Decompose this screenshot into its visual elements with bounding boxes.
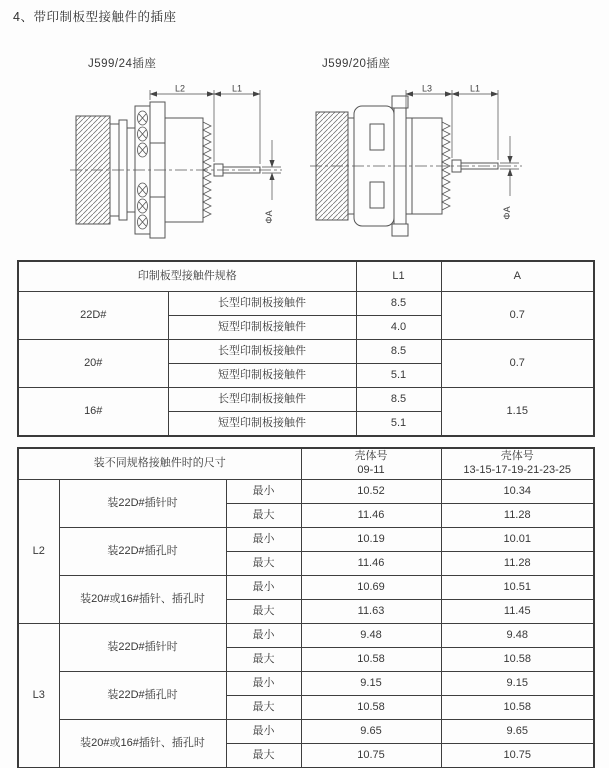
t2-max-label: 最大 [226, 552, 301, 576]
t1-size-20: 20# [18, 340, 168, 388]
table-row [18, 720, 594, 744]
shell-label: 壳体号 [354, 450, 388, 463]
t1-a-value: 0.7 [441, 340, 594, 388]
t2-config: 装20#或16#插针、插孔时 [59, 720, 226, 768]
t2-value: 10.69 [301, 576, 441, 600]
tab-bottom [392, 224, 408, 236]
t2-min-label: 最小 [226, 480, 301, 504]
t2-config: 装22D#插孔时 [59, 672, 226, 720]
knurled-nut [316, 112, 348, 220]
t2-config: 装20#或16#插针、插孔时 [59, 576, 226, 624]
knurled-nut [76, 116, 110, 224]
dimension-table [17, 447, 595, 768]
t1-l1-value: 5.1 [356, 412, 441, 437]
t2-min-label: 最小 [226, 720, 301, 744]
table-row [18, 388, 594, 412]
page-title: 4、带印制板型接触件的插座 [13, 10, 177, 24]
connector-drawing-j599-24 [68, 84, 300, 246]
t2-value: 11.28 [441, 552, 594, 576]
table-row [18, 292, 594, 316]
t2-value: 10.58 [301, 648, 441, 672]
bayonet-slot-top [370, 124, 384, 150]
figure-j599-20 [308, 84, 540, 246]
t2-value: 10.75 [301, 744, 441, 768]
t1-type: 短型印制板接触件 [168, 316, 356, 340]
t1-size-22d: 22D# [18, 292, 168, 340]
table-row [18, 672, 594, 696]
t2-value: 11.45 [441, 600, 594, 624]
t1-a-value: 0.7 [441, 292, 594, 340]
t2-header-title: 装不同规格接触件时的尺寸 [18, 448, 301, 480]
shell-label: 壳体号 [500, 450, 534, 463]
t1-size-16: 16# [18, 388, 168, 437]
dim-label-l1: L1 [231, 84, 243, 94]
figure-j599-24 [68, 84, 300, 246]
t2-value: 11.63 [301, 600, 441, 624]
t1-header-spec: 印制板型接触件规格 [18, 261, 356, 292]
t1-a-value: 1.15 [441, 388, 594, 437]
dim-label-dia: ΦA [502, 206, 512, 220]
t1-type: 长型印制板接触件 [168, 340, 356, 364]
t2-max-label: 最大 [226, 648, 301, 672]
table-row [18, 576, 594, 600]
connector-drawing-j599-20 [308, 84, 540, 246]
t2-header-shell2 [441, 448, 594, 480]
t2-value: 10.58 [441, 648, 594, 672]
dim-label-dia: ΦA [264, 210, 274, 224]
t2-min-label: 最小 [226, 672, 301, 696]
t2-value: 10.58 [441, 696, 594, 720]
t2-value: 10.58 [301, 696, 441, 720]
t2-max-label: 最大 [226, 600, 301, 624]
shell1-range: 09-11 [357, 464, 385, 476]
t2-value: 9.15 [301, 672, 441, 696]
contact-spec-table [17, 260, 595, 437]
t2-value: 10.01 [441, 528, 594, 552]
t2-value: 9.15 [441, 672, 594, 696]
t2-value: 10.75 [441, 744, 594, 768]
t2-value: 11.46 [301, 552, 441, 576]
tab-top [392, 96, 408, 108]
dim-label-l2: L2 [174, 84, 186, 94]
shell2-range: 13-15-17-19-21-23-25 [463, 464, 572, 476]
t1-type: 长型印制板接触件 [168, 388, 356, 412]
t2-max-label: 最大 [226, 696, 301, 720]
t1-l1-value: 4.0 [356, 316, 441, 340]
t1-type: 长型印制板接触件 [168, 292, 356, 316]
t1-header-a: A [441, 261, 594, 292]
t2-value: 10.51 [441, 576, 594, 600]
t1-l1-value: 5.1 [356, 364, 441, 388]
t2-dim-l3: L3 [18, 624, 59, 768]
t2-max-label: 最大 [226, 744, 301, 768]
t1-type: 短型印制板接触件 [168, 412, 356, 437]
table-row [18, 624, 594, 648]
t2-min-label: 最小 [226, 576, 301, 600]
t2-value: 9.48 [301, 624, 441, 648]
t2-value: 10.52 [301, 480, 441, 504]
dim-label-l1: L1 [469, 84, 481, 94]
table-row [18, 528, 594, 552]
t2-value: 9.65 [301, 720, 441, 744]
t2-value: 9.65 [441, 720, 594, 744]
t2-config: 装22D#插针时 [59, 480, 226, 528]
t2-value: 9.48 [441, 624, 594, 648]
t2-dim-l2: L2 [18, 480, 59, 624]
t1-l1-value: 8.5 [356, 292, 441, 316]
t1-header-l1: L1 [356, 261, 441, 292]
t1-l1-value: 8.5 [356, 388, 441, 412]
t2-value: 11.28 [441, 504, 594, 528]
dim-label-l3: L3 [421, 84, 433, 94]
bayonet-slot-bottom [370, 182, 384, 208]
t2-value: 10.34 [441, 480, 594, 504]
t2-value: 10.19 [301, 528, 441, 552]
table-row [18, 480, 594, 504]
table-row [18, 340, 594, 364]
t1-type: 短型印制板接触件 [168, 364, 356, 388]
figure-2-label: J599/20插座 [322, 58, 391, 70]
t2-min-label: 最小 [226, 624, 301, 648]
t2-config: 装22D#插孔时 [59, 528, 226, 576]
t2-max-label: 最大 [226, 504, 301, 528]
t2-min-label: 最小 [226, 528, 301, 552]
t2-value: 11.46 [301, 504, 441, 528]
t2-header-shell1 [301, 448, 441, 480]
figure-1-label: J599/24插座 [88, 58, 157, 70]
t1-l1-value: 8.5 [356, 340, 441, 364]
t2-config: 装22D#插针时 [59, 624, 226, 672]
